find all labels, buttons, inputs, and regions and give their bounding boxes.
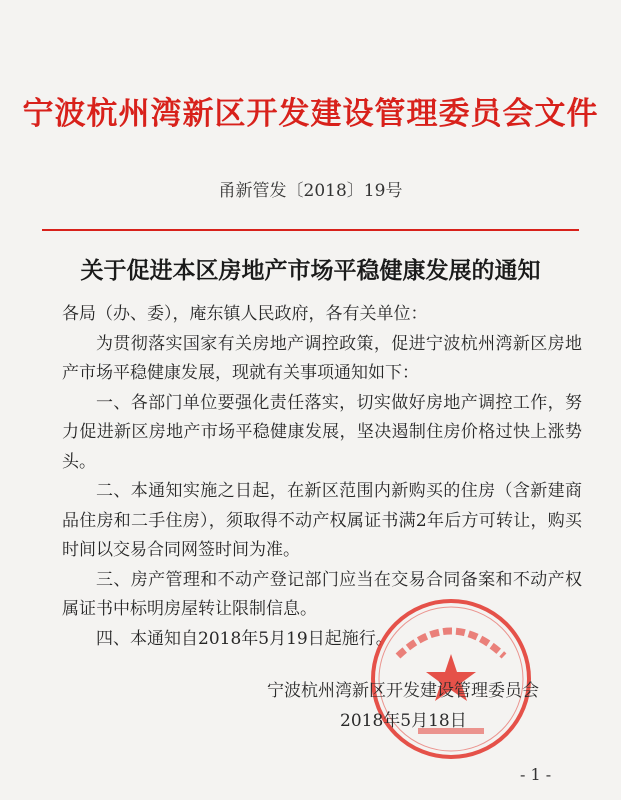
intro-paragraph: 为贯彻落实国家有关房地产调控政策，促进宁波杭州湾新区房地产市场平稳健康发展，现就有关事项通知如下： [62,333,582,383]
notice-title: 关于促进本区房地产市场平稳健康发展的通知 [80,257,541,284]
clause-three: 三、房产管理和不动产登记部门应当在交易合同备案和不动产权属证书中标明房屋转让限制信息。 [62,569,582,619]
signature-date: 2018年5月18日 [340,711,467,731]
clause-four: 四、本通知自2018年5月19日起施行。 [96,628,393,649]
signature-organization: 宁波杭州湾新区开发建设管理委员会 [267,681,539,701]
clause-one: 一、各部门单位要强化责任落实，切实做好房地产调控工作，努力促进新区房地产市场平稳健康发展，坚决遏制住房价格过快上涨势头。 [62,392,582,472]
clause-two: 二、本通知实施之日起，在新区范围内新购买的住房（含新建商品住房和二手住房），须取得不动产权属证书满2年后方可转让，购买时间以交易合同网签时间为准。 [62,481,582,560]
document-number: 甬新管发〔2018〕19号 [218,181,403,201]
red-divider-line [42,229,579,231]
page-number: - 1 - [520,765,552,784]
issuer-title: 宁波杭州湾新区开发建设管理委员会文件 [22,96,599,132]
addressee-line: 各局（办、委），庵东镇人民政府，各有关单位： [62,304,428,324]
